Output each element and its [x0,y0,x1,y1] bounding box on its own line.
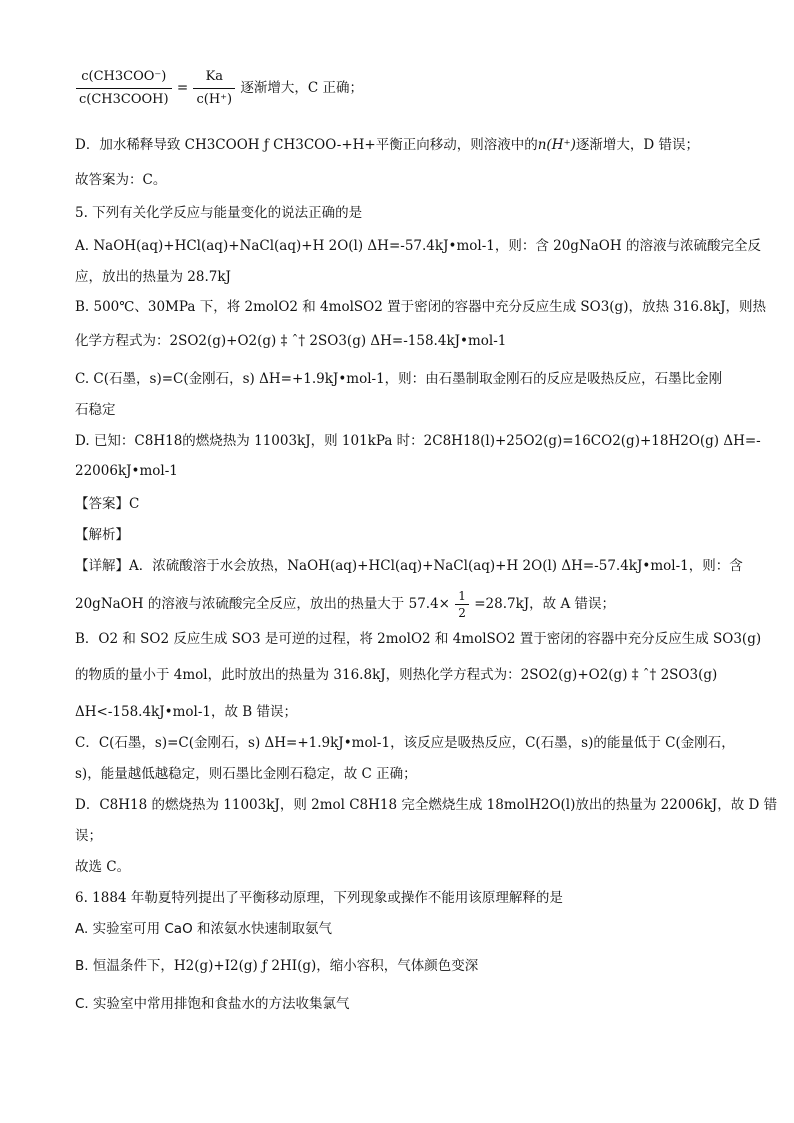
c-option-conclusion: 逐渐增大，C 正确； [240,80,364,96]
q5-option-d-line1: D. 已知：C8H18的燃烧热为 11003kJ，则 101kPa 时：2C8H18(l)+25O2(g)=16CO2(g)+18H2O(g) ΔH=- [75,433,761,449]
q5-detail-c-line2: s)，能量越低越稳定，则石墨比金刚石稳定，故 C 正确； [75,766,417,782]
prev-answer: 故答案为：C。 [75,172,167,188]
q5-detail-d-line1: D．C8H18 的燃烧热为 11003kJ，则 2mol C8H18 完全燃烧生成 18molH2O(l)放出的热量为 22006kJ，故 D 错 [75,797,778,813]
ka-denominator: c(H⁺) [196,92,233,107]
d-option-explanation: D．加水稀释导致 CH3COOH ƒ CH3COO-+H+平衡正向移动，则溶液中的n(H⁺)逐渐增大，D 错误； [75,137,699,153]
q5-option-d-line2: 22006kJ•mol-1 [75,463,178,479]
q5-detail-a-line1: 【详解】A．浓硫酸溶于水会放热，NaOH(aq)+HCl(aq)+NaCl(aq)+H 2O(l) ΔH=-57.4kJ•mol-1，则：含 [75,558,743,574]
ka-ratio-fraction [193,68,235,109]
q5-answer: 【答案】C [75,496,140,512]
q5-option-b-line2: 化学方程式为：2SO2(g)+O2(g) ‡ ˆ† 2SO3(g) ΔH=-158.4kJ•mol-1 [75,333,507,349]
ka-numerator: Ka [193,68,235,89]
q5-analysis-label: 【解析】 [75,527,129,543]
q5-stem: 5. 下列有关化学反应与能量变化的说法正确的是 [75,205,363,221]
hi-equilibrium-equation: H2(g)+I2(g) ƒ 2HI(g) [173,958,317,974]
fraction-denominator: c(CH3COOH) [79,92,169,107]
q5-option-a-line1: A. NaOH(aq)+HCl(aq)+NaCl(aq)+H 2O(l) ΔH=-57.4kJ•mol-1，则：含 20gNaOH 的溶液与浓硫酸完全反 [75,238,761,254]
q5-detail-d-line2: 误； [75,828,102,844]
q5-option-c-line2: 石稳定 [75,402,116,418]
q5-option-c-line1: C. C(石墨，s)=C(金刚石，s) ΔH=+1.9kJ•mol-1，则：由石墨制取金刚石的反应是吸热反应，石墨比金刚 [75,371,723,387]
q6-option-a: A. 实验室可用 CaO 和浓氨水快速制取氨气 [75,921,332,937]
n-h-plus: n(H⁺) [537,137,576,153]
q5-detail-c-line1: C．C(石墨，s)=C(金刚石，s) ΔH=+1.9kJ•mol-1，该反应是吸热反应，C(石墨，s)的能量低于 C(金刚石， [75,735,735,751]
q5-option-b-line1: B. 500℃、30MPa 下，将 2molO2 和 4molSO2 置于密闭的容器中充分反应生成 SO3(g)，放热 316.8kJ，则热 [75,299,766,315]
q5-detail-b-line3: ΔH<-158.4kJ•mol-1，故 B 错误； [75,704,297,720]
q5-detail-b-line1: B．O2 和 SO2 反应生成 SO3 是可逆的过程，将 2molO2 和 4molSO2 置于密闭的容器中充分反应生成 SO3(g) [75,631,762,647]
q5-detail-b-line2: 的物质的量小于 4mol，此时放出的热量为 316.8kJ，则热化学方程式为：2SO2(g)+O2(g) ‡ ˆ† 2SO3(g) [75,667,718,683]
fraction-numerator: c(CH3COO⁻) [76,68,172,89]
one-half-fraction: $\frac{1}{2}$ [455,590,469,619]
concentration-ratio-fraction [76,68,172,109]
q5-final: 故选 C。 [75,859,131,875]
q6-stem: 6. 1884 年勒夏特列提出了平衡移动原理，下列现象或操作不能用该原理解释的是 [75,890,563,906]
q6-option-c: C. 实验室中常用排饱和食盐水的方法收集氯气 [75,996,350,1012]
q5-option-a-line2: 应，放出的热量为 28.7kJ [75,269,231,285]
q6-option-b: B. 恒温条件下，H2(g)+I2(g) ƒ 2HI(g)，缩小容积，气体颜色变深 [75,958,479,974]
c-option-fraction-line: $\frac{\text{c(CH3COO⁻)}}{\text{c(CH3COOH)}}$ = $\frac{Ka}{c(H^+)}$ 逐渐增大，C 正确； [75,68,363,109]
q5-detail-a-line2: 20gNaOH 的溶液与浓硫酸完全反应，放出的热量大于 57.4× $\frac{1}{2}$ =28.7kJ，故 A 错误； [75,589,616,620]
